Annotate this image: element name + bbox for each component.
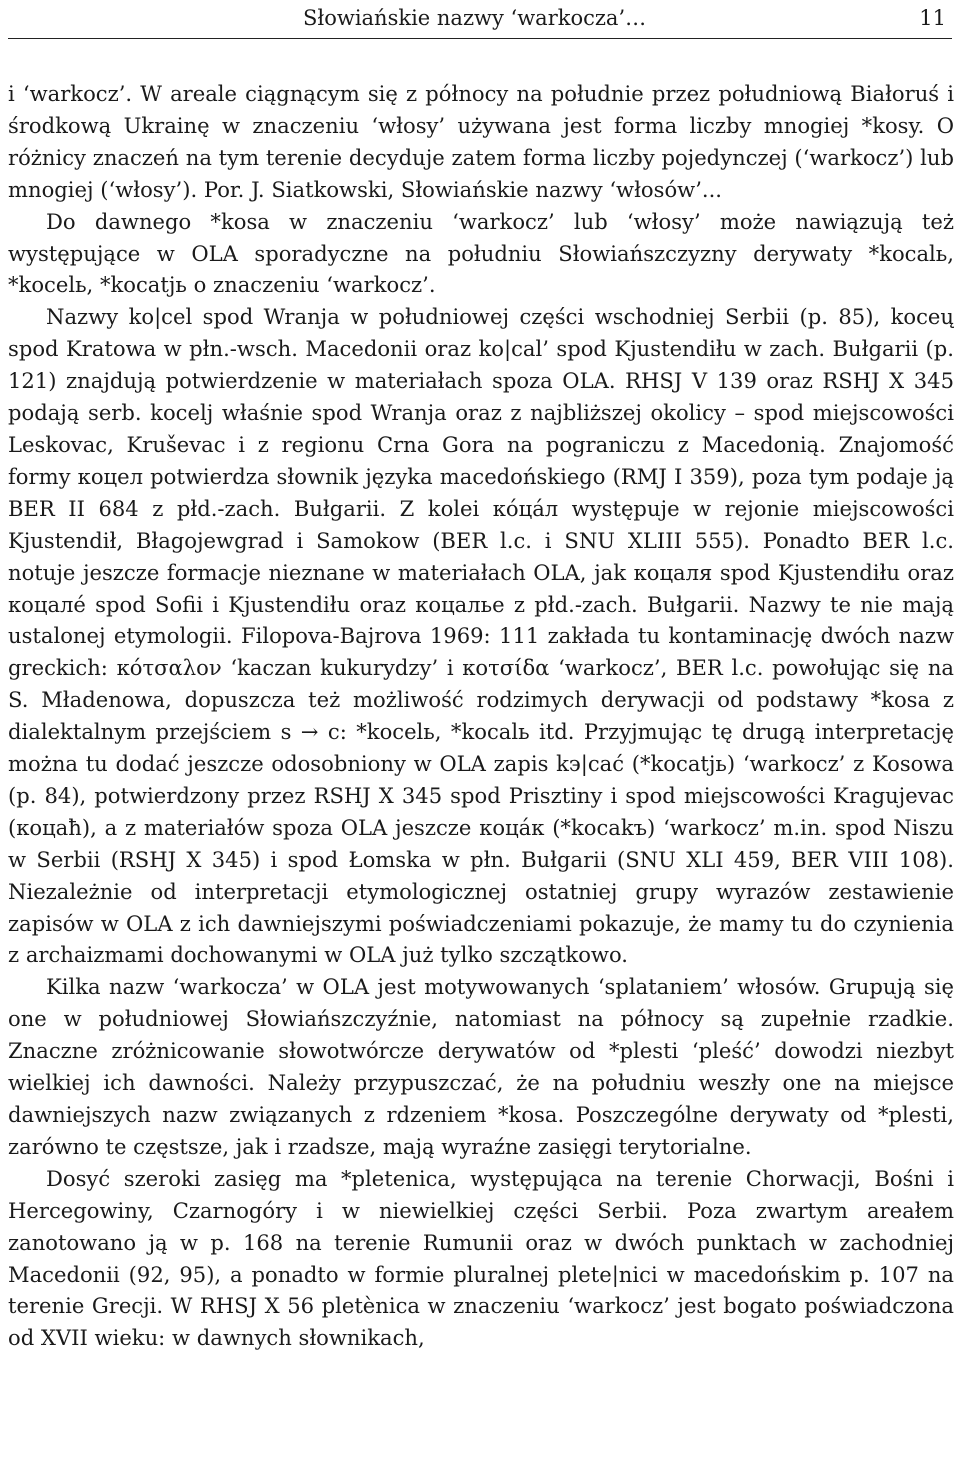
body-text	[8, 78, 954, 1354]
paragraph-splatanie: Kilka nazw ‘warkocza’ w OLA jest motywowanych ‘splataniem’ włosów. Grupują się one w południowej Słowiańszczyźnie, natomiast na północy są zupełnie rzadkie. Znaczne zróżnicowanie słowotwórcze derywatów od *plesti ‘pleść’ dowodzi niezbyt wielkiej ich dawności. Należy przypuszczać, że na południu weszły one na miejsce dawniejszych nazw związanych z rdzeniem *kosa. Poszczególne derywaty od *plesti, zarówno te częstsze, jak i rzadsze, mają wyraźne zasięgi terytorialne.	[8, 974, 954, 1159]
running-header	[8, 0, 952, 39]
paragraph-continuation: i ‘warkocz’. W areale ciągnącym się z północy na południe przez południową Białoruś i środkową Ukrainę w znaczeniu ‘włosy’ używana jest forma liczby mnogiej *kosy. O różnicy znaczeń na tym terenie decyduje zatem forma liczby pojedynczej (‘warkocz’) lub mnogiej (‘włosy’). Por. J. Siatkowski, Słowiańskie nazwy ‘włosów’...	[8, 81, 954, 202]
running-title: Słowiańskie nazwy ‘warkocza’…	[303, 6, 647, 30]
paragraph-pletenica: Dosyć szeroki zasięg ma *pletenica, występująca na terenie Chorwacji, Bośni i Hercegowiny, Czarnogóry i w niewielkiej części Serbii. Poza zwartym areałem zanotowano ją w p. 168 na terenie Rumunii oraz w dwóch punktach w zachodniej Macedonii (92, 95), a ponadto w formie pluralnej plete|nici w macedońskim p. 107 na terenie Grecji. W RHSJ X 56 pletènica w znaczeniu ‘warkocz’ jest bogato poświadczona od XVII wieku: w dawnych słownikach,	[8, 1165, 954, 1351]
paragraph-kocel: Nazwy ko|cel spod Wranja w południowej części wschodniej Serbii (p. 85), koceų spod Kratowa w płn.-wsch. Macedonii oraz ko|cal’ spod Kjustendiłu w zach. Bułgarii (p. 121) znajdują potwierdzenie w materiałach spoza OLA. RHSJ V 139 oraz RSHJ X 345 podają serb. kocelj właśnie spod Wranja oraz z najbliższej okolicy – spod miejscowości Leskovac, Kruševac i z regionu Crna Gora na pograniczu z Macedonią. Znajomość formy коцел potwierdza słownik języka macedońskiego (RMJ I 359), poza tym podaje ją BER II 684 z płd.-zach. Bułgarii. Z kolei ко́ца́л występuje w rejonie miejscowości Kjustendił, Błagojewgrad i Samokow (BER l.c. i SNU XLIII 555). Ponadto BER l.c. notuje jeszcze formacje nieznane w materiałach OLA, jak коцаля spod Kjustendiłu oraz коцалé spod Sofii i Kjustendiłu oraz коцалье z płd.-zach. Bułgarii. Nazwy te nie mają ustalonej etymologii. Filopova-Bajrova 1969: 111 zakłada tu kontaminację dwóch nazw greckich: κότσαλον ‘kaczan kukurydzy’ i κοτσίδα ‘warkocz’, BER l.c. powołując się na S. Mładenowa, dopuszcza też możliwość rodzimych derywacji od podstawy *kosa z dialektalnym przejściem s → c: *kocelь, *kocalь itd. Przyjmując tę drugą interpretację można tu dodać jeszcze odosobniony w OLA zapis kэ|cać (*kocatjь) ‘warkocz’ z Kosowa (p. 84), potwierdzony przez RSHJ X 345 spod Prisztiny i spod miejscowości Kragujevac (коцаħ), a z materiałów spoza OLA jeszcze коца́к (*kocakъ) ‘warkocz’ m.in. spod Niszu w Serbii (RSHJ X 345) i spod Łomska w płn. Bułgarii (SNU XLI 459, BER VIII 108). Niezależnie od interpretacji etymologicznej ostatniej grupy wyrazów zestawienie zapisów w OLA z ich dawniejszymi poświadczeniami pokazuje, że mamy tu do czynienia z archaizmami dochowanymi w OLA już tylko szczątkowo.	[8, 304, 954, 968]
page-number: 11	[919, 6, 946, 30]
paragraph-kosa: Do dawnego *kosa w znaczeniu ‘warkocz’ lub ‘włosy’ może nawiązują też występujące w OLA sporadyczne na południu Słowiańszczyzny derywaty *kocalь, *kocelь, *kocatjь o znaczeniu ‘warkocz’.	[8, 208, 954, 298]
